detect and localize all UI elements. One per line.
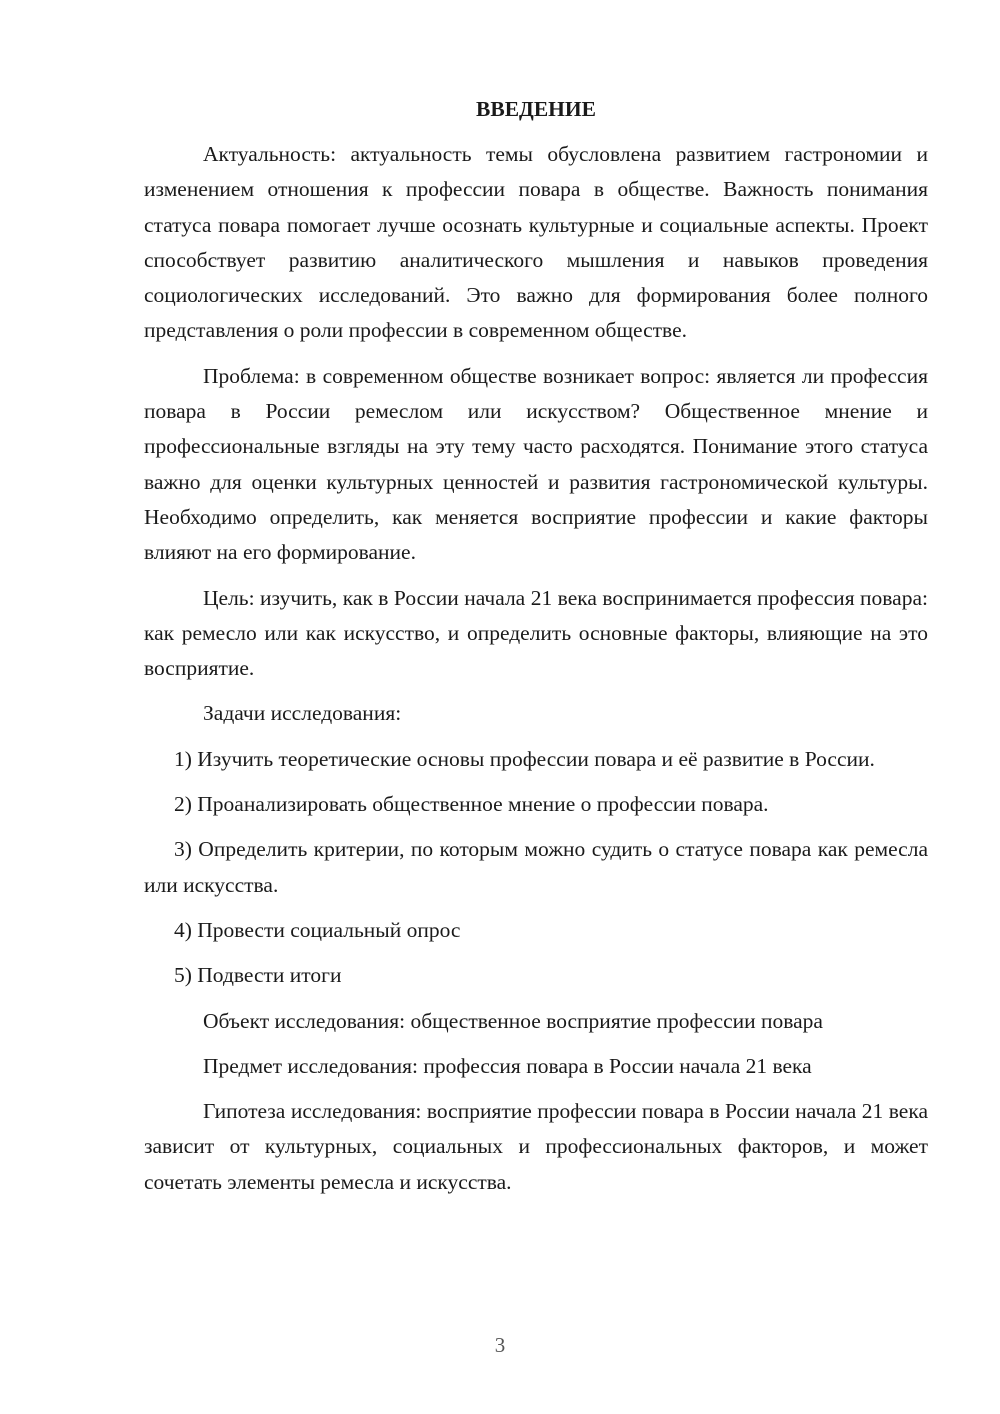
research-subject: Предмет исследования: профессия повара в России начала 21 века	[203, 1053, 812, 1078]
task-item-1: 1) Изучить теоретические основы профессии повара и её развитие в России.	[174, 746, 875, 771]
tasks-title: Задачи исследования:	[203, 701, 402, 726]
task-item-4: 4) Провести социальный опрос	[174, 917, 461, 942]
task-item-3: 3) Определить критерии, по которым можно судить о статусе повара как ремесла или искусства.	[144, 837, 928, 897]
goal-paragraph: Цель: изучить, как в России начала 21 века воспринимается профессия повара: как ремесло или как искусство, и определить основные факторы, влияющие на это восприятие.	[144, 585, 928, 681]
task-item-5: 5) Подвести итоги	[174, 963, 342, 988]
research-object: Объект исследования: общественное восприятие профессии повара	[203, 1008, 823, 1033]
research-hypothesis: Гипотеза исследования: восприятие профессии повара в России начала 21 века зависит от культурных, социальных и профессиональных факторов, и может сочетать элементы ремесла и искусства.	[144, 1099, 928, 1194]
task-item-2: 2) Проанализировать общественное мнение о профессии повара.	[174, 792, 769, 817]
section-heading: ВВЕДЕНИЕ	[476, 97, 596, 121]
relevance-paragraph: Актуальность: актуальность темы обусловлена развитием гастрономии и изменением отношения к профессии повара в обществе. Важность понимания статуса повара помогает лучше осознать культурные и социальные аспекты. Проект способствует развитию аналитического мышления и навыков проведения социологических исследований. Это важно для формирования более полного представления о роли профессии в современном обществе.	[144, 142, 928, 343]
page-number: 3	[494, 1333, 506, 1357]
document-page	[144, 92, 928, 1210]
problem-paragraph: Проблема: в современном обществе возникает вопрос: является ли профессия повара в России ремеслом или искусством? Общественное мнение и профессиональные взгляды на эту тему часто расходятся. Понимание этого статуса важно для оценки культурных ценностей и развития гастрономической культуры. Необходимо определить, как меняется восприятие профессии и какие факторы влияют на его формирование.	[144, 363, 928, 565]
